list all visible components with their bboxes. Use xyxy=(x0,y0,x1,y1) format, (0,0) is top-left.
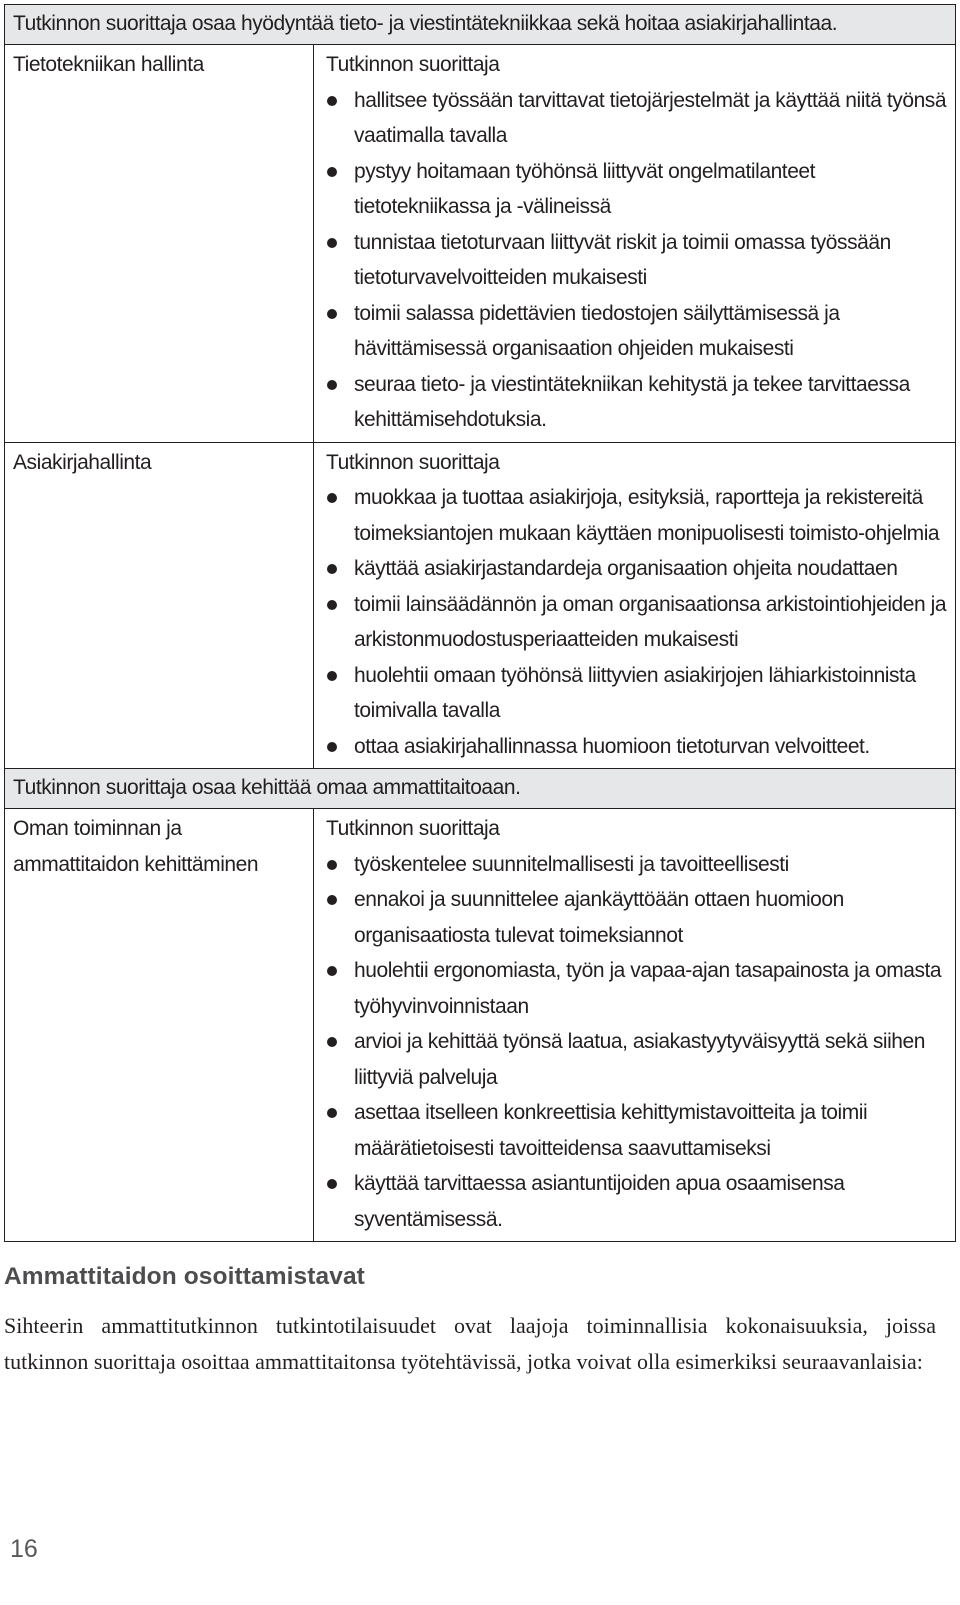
list-item xyxy=(326,1024,949,1095)
list-item-text: pystyy hoitamaan työhönsä liittyvät ongelmatilanteet tietotekniikassa ja -välineissä xyxy=(354,159,816,218)
bullet-icon xyxy=(327,742,337,752)
list-item-text: hallitsee työssään tarvittavat tietojärjestelmät ja käyttää niitä työnsä vaatimalla tavalla xyxy=(354,88,947,147)
criteria-cell xyxy=(314,809,956,1242)
list-item-text: ottaa asiakirjahallinnassa huomioon tietoturvan velvoitteet. xyxy=(354,734,870,758)
list-item-text: asettaa itselleen konkreettisia kehittymistavoitteita ja toimii määrätietoisesti tavoitteidensa saavuttamiseksi xyxy=(354,1101,868,1160)
skill-area-label: Asiakirjahallinta xyxy=(5,442,314,769)
page-number: 16 xyxy=(10,1535,38,1563)
criteria-lead: Tutkinnon suorittaja xyxy=(326,817,500,840)
list-item xyxy=(326,729,949,765)
skill-area-label: Tietotekniikan hallinta xyxy=(5,45,314,443)
criteria-list xyxy=(326,847,949,1238)
list-item-text: käyttää asiakirjastandardeja organisaation ohjeita noudattaen xyxy=(354,557,898,580)
bullet-icon xyxy=(327,966,337,976)
section-heading-row xyxy=(5,769,956,809)
list-item-text: huolehtii omaan työhönsä liittyvien asiakirjojen lähiarkistoinnista toimivalla tavalla xyxy=(354,663,916,722)
list-item-text: toimii salassa pidettävien tiedostojen säilyttämisessä ja hävittämisessä organisaation ohjeiden mukaisesti xyxy=(354,301,840,360)
list-item-text: seuraa tieto- ja viestintätekniikan kehitystä ja tekee tarvittaessa kehittämisehdotuksia. xyxy=(354,372,910,431)
list-item xyxy=(326,551,949,587)
bullet-icon xyxy=(327,167,337,177)
list-item-text: käyttää tarvittaessa asiantuntijoiden apua osaamisensa syventämisessä. xyxy=(354,1172,845,1231)
criteria-list xyxy=(326,480,949,764)
bullet-icon xyxy=(327,380,337,390)
list-item-text: muokkaa ja tuottaa asiakirjoja, esityksiä, raportteja ja rekistereitä toimeksiantojen mukaan käyttäen monipuolisesti toimisto-ohjelmia xyxy=(354,486,940,545)
table-row xyxy=(5,45,956,443)
body-paragraph: Sihteerin ammattitutkinnon tutkintotilaisuudet ovat laajoja toiminnallisia kokonaisuuksia, joissa tutkinnon suorittaja osoittaa ammattitaitonsa työtehtävissä, jotka voivat olla esimerkiksi seuraavanlaisia: xyxy=(4,1313,936,1374)
list-item xyxy=(326,1095,949,1166)
bullet-icon xyxy=(327,493,337,503)
list-item xyxy=(326,658,949,729)
table-row xyxy=(5,809,956,1242)
list-item xyxy=(326,882,949,953)
criteria-lead: Tutkinnon suorittaja xyxy=(326,450,500,474)
skill-area-label: Oman toiminnan ja ammattitaidon kehittäminen xyxy=(5,809,314,1242)
list-item xyxy=(326,1166,949,1237)
list-item-text: toimii lainsäädännön ja oman organisaationsa arkistointiohjeiden ja arkistonmuodostusperiaatteiden mukaisesti xyxy=(354,592,947,651)
bullet-icon xyxy=(327,860,337,870)
list-item-text: huolehtii ergonomiasta, työn ja vapaa-ajan tasapainosta ja omasta työhyvinvoinnistaan xyxy=(354,959,942,1018)
list-item-text: arvioi ja kehittää työnsä laatua, asiakastyytyväisyyttä sekä siihen liittyviä palveluja xyxy=(354,1030,925,1089)
assessment-criteria-table xyxy=(4,4,956,1242)
list-item xyxy=(326,953,949,1024)
list-item xyxy=(326,847,949,883)
bullet-icon xyxy=(327,1179,337,1189)
list-item xyxy=(326,225,949,296)
criteria-cell xyxy=(314,45,956,443)
bullet-icon xyxy=(327,600,337,610)
bullet-icon xyxy=(327,1108,337,1118)
list-item xyxy=(326,367,949,438)
section-heading-row xyxy=(5,5,956,45)
table-row xyxy=(5,442,956,769)
bullet-icon xyxy=(327,309,337,319)
list-item xyxy=(326,480,949,551)
list-item-text: työskentelee suunnitelmallisesti ja tavoitteellisesti xyxy=(354,852,789,876)
list-item xyxy=(326,296,949,367)
bullet-icon xyxy=(327,96,337,106)
criteria-list xyxy=(326,83,949,438)
list-item-text: tunnistaa tietoturvaan liittyvät riskit ja toimii omassa työssään tietoturvavelvoitteiden mukaisesti xyxy=(354,230,891,289)
bullet-icon xyxy=(327,564,337,574)
list-item xyxy=(326,587,949,658)
bullet-icon xyxy=(327,1037,337,1047)
section-heading: Tutkinnon suorittaja osaa hyödyntää tieto- ja viestintätekniikkaa sekä hoitaa asiakirjahallintaa. xyxy=(5,5,956,45)
section-subheading: Ammattitaidon osoittamistavat xyxy=(4,1263,365,1290)
criteria-lead: Tutkinnon suorittaja xyxy=(326,53,500,76)
bullet-icon xyxy=(327,895,337,905)
section-heading: Tutkinnon suorittaja osaa kehittää omaa ammattitaitoaan. xyxy=(5,769,956,809)
list-item xyxy=(326,154,949,225)
criteria-cell xyxy=(314,442,956,769)
list-item-text: ennakoi ja suunnittelee ajankäyttöään ottaen huomioon organisaatiosta tulevat toimeksiannot xyxy=(354,888,844,947)
list-item xyxy=(326,83,949,154)
bullet-icon xyxy=(327,238,337,248)
bullet-icon xyxy=(327,671,337,681)
